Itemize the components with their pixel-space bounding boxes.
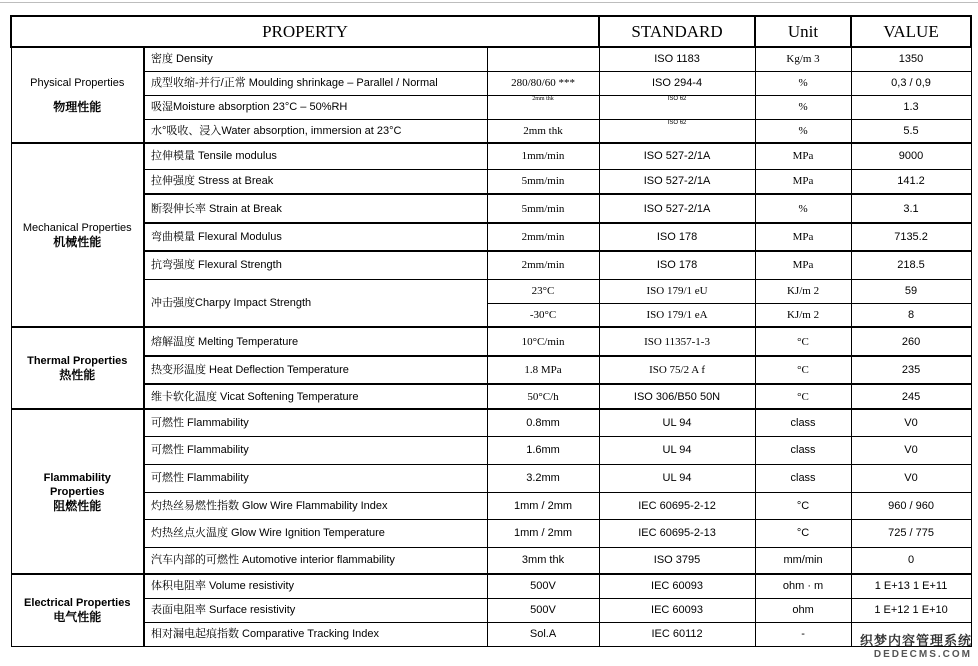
test-standard: ISO 3795	[599, 547, 755, 574]
table-row	[11, 356, 971, 384]
watermark	[860, 630, 972, 660]
section-flammability	[11, 409, 144, 574]
table-row	[11, 169, 971, 194]
table-row	[11, 622, 971, 646]
test-standard: ISO 62	[599, 119, 755, 143]
property-name: 维卡软化温度 Vicat Softening Temperature	[144, 384, 487, 409]
property-name: 拉伸模量 Tensile modulus	[144, 143, 487, 169]
test-standard: ISO 178	[599, 223, 755, 251]
value: V0	[851, 436, 971, 464]
section-flammability-cn: 阻燃性能	[53, 498, 102, 513]
value: V0	[851, 409, 971, 436]
test-standard: ISO 527-2/1A	[599, 194, 755, 223]
test-standard: ISO 306/B50 50N	[599, 384, 755, 409]
test-standard: ISO 527-2/1A	[599, 169, 755, 194]
test-standard: ISO 75/2 A f	[599, 356, 755, 384]
test-condition: 1mm/min	[487, 143, 599, 169]
table-row	[11, 279, 971, 303]
test-condition: 0.8mm	[487, 409, 599, 436]
test-condition: 500V	[487, 574, 599, 598]
unit: %	[755, 95, 851, 119]
property-name: 热变形温度 Heat Deflection Temperature	[144, 356, 487, 384]
value: 235	[851, 356, 971, 384]
unit: %	[755, 194, 851, 223]
value: 960 / 960	[851, 492, 971, 519]
section-flammability-en: Flammability Properties	[43, 471, 111, 498]
test-condition: 1.6mm	[487, 436, 599, 464]
header-standard: STANDARD	[599, 16, 755, 47]
window-top-border	[0, 2, 978, 3]
property-name: 抗弯强度 Flexural Strength	[144, 251, 487, 279]
test-standard: IEC 60093	[599, 574, 755, 598]
test-condition: 1mm / 2mm	[487, 492, 599, 519]
unit: mm/min	[755, 547, 851, 574]
test-standard: ISO 62	[599, 95, 755, 119]
test-standard: ISO 294-4	[599, 71, 755, 95]
table-row	[11, 464, 971, 492]
section-thermal-en: Thermal Properties	[27, 355, 128, 367]
value: 0,3 / 0,9	[851, 71, 971, 95]
table-row	[11, 251, 971, 279]
table-row	[11, 519, 971, 547]
property-name: 灼热丝点火温度 Glow Wire Ignition Temperature	[144, 519, 487, 547]
table-row	[11, 47, 971, 71]
header-value: VALUE	[851, 16, 971, 47]
value: V0	[851, 464, 971, 492]
value: 8	[851, 303, 971, 327]
test-condition: 23°C	[487, 279, 599, 303]
header-row	[11, 16, 971, 47]
section-mechanical-en: Mechanical Properties	[22, 222, 132, 234]
table-row	[11, 547, 971, 574]
table-row	[11, 71, 971, 95]
test-condition: 280/80/60 ***	[487, 71, 599, 95]
section-mechanical	[11, 143, 144, 327]
test-condition: 50°C/h	[487, 384, 599, 409]
test-condition: 5mm/min	[487, 194, 599, 223]
test-standard: ISO 11357-1-3	[599, 327, 755, 356]
unit: class	[755, 409, 851, 436]
test-condition: 1.8 MPa	[487, 356, 599, 384]
unit: %	[755, 119, 851, 143]
section-thermal-cn: 热性能	[59, 368, 96, 382]
property-name: 断裂伸长率 Strain at Break	[144, 194, 487, 223]
test-condition: 2mm/min	[487, 251, 599, 279]
test-standard: ISO 527-2/1A	[599, 143, 755, 169]
property-name: 汽车内部的可燃性 Automotive interior flammability	[144, 547, 487, 574]
table-row	[11, 143, 971, 169]
test-standard: UL 94	[599, 409, 755, 436]
property-name: 表面电阻率 Surface resistivity	[144, 598, 487, 622]
value: 1350	[851, 47, 971, 71]
unit: °C	[755, 519, 851, 547]
value: 245	[851, 384, 971, 409]
value: 59	[851, 279, 971, 303]
property-name: 成型收缩-并行/正常 Moulding shrinkage – Parallel / Normal	[144, 71, 487, 95]
test-standard: UL 94	[599, 436, 755, 464]
test-condition: 1mm / 2mm	[487, 519, 599, 547]
property-name: 水°吸收、浸入Water absorption, immersion at 23°C	[144, 119, 487, 143]
section-physical-en: Physical Properties	[30, 77, 125, 89]
table-row	[11, 598, 971, 622]
property-name: 灼热丝易燃性指数 Glow Wire Flammability Index	[144, 492, 487, 519]
section-physical-cn: 物理性能	[53, 100, 102, 114]
unit: KJ/m 2	[755, 303, 851, 327]
unit: MPa	[755, 143, 851, 169]
section-mechanical-cn: 机械性能	[53, 235, 102, 249]
property-name: 体积电阻率 Volume resistivity	[144, 574, 487, 598]
test-standard: IEC 60695-2-13	[599, 519, 755, 547]
table-row	[11, 409, 971, 436]
unit: class	[755, 464, 851, 492]
material-properties-table	[10, 15, 972, 647]
table-row	[11, 95, 971, 119]
unit: ohm · m	[755, 574, 851, 598]
property-name: 拉伸强度 Stress at Break	[144, 169, 487, 194]
section-thermal	[11, 327, 144, 409]
value: 5.5	[851, 119, 971, 143]
unit: MPa	[755, 169, 851, 194]
table-row	[11, 194, 971, 223]
test-standard: ISO 178	[599, 251, 755, 279]
table-row	[11, 119, 971, 143]
unit: Kg/m 3	[755, 47, 851, 71]
section-physical	[11, 47, 144, 143]
unit: MPa	[755, 251, 851, 279]
unit: °C	[755, 384, 851, 409]
property-name: 吸湿Moisture absorption 23°C – 50%RH	[144, 95, 487, 119]
section-electrical-en: Electrical Properties	[24, 597, 131, 610]
unit: MPa	[755, 223, 851, 251]
property-name: 可燃性 Flammability	[144, 409, 487, 436]
value: 1 E+13 1 E+11	[851, 574, 971, 598]
value: 1.3	[851, 95, 971, 119]
test-condition: 2mm thk	[487, 119, 599, 143]
test-condition: 3.2mm	[487, 464, 599, 492]
test-condition: 2mm thk	[487, 95, 599, 119]
test-condition: -30°C	[487, 303, 599, 327]
value: 1 E+12 1 E+10	[851, 598, 971, 622]
property-name: 熔解温度 Melting Temperature	[144, 327, 487, 356]
header-property: PROPERTY	[11, 16, 599, 47]
table-row	[11, 223, 971, 251]
test-condition: Sol.A	[487, 622, 599, 646]
value: 3.1	[851, 194, 971, 223]
value: 7135.2	[851, 223, 971, 251]
property-name: 可燃性 Flammability	[144, 464, 487, 492]
property-name: 冲击强度Charpy Impact Strength	[144, 279, 487, 327]
test-standard: IEC 60093	[599, 598, 755, 622]
unit: class	[755, 436, 851, 464]
table-row	[11, 574, 971, 598]
value: 725 / 775	[851, 519, 971, 547]
test-condition: 10°C/min	[487, 327, 599, 356]
test-condition: 3mm thk	[487, 547, 599, 574]
unit: -	[755, 622, 851, 646]
test-standard: IEC 60112	[599, 622, 755, 646]
value: 260	[851, 327, 971, 356]
unit: KJ/m 2	[755, 279, 851, 303]
test-condition: 500V	[487, 598, 599, 622]
test-condition: 5mm/min	[487, 169, 599, 194]
section-electrical-cn: 电气性能	[53, 610, 102, 625]
unit: °C	[755, 356, 851, 384]
value: 218.5	[851, 251, 971, 279]
unit: ohm	[755, 598, 851, 622]
table-row	[11, 492, 971, 519]
property-name: 密度 Density	[144, 47, 487, 71]
unit: °C	[755, 327, 851, 356]
unit: °C	[755, 492, 851, 519]
test-condition: 2mm/min	[487, 223, 599, 251]
value: 141.2	[851, 169, 971, 194]
watermark-en: DEDECMS.COM	[873, 649, 972, 660]
property-name: 可燃性 Flammability	[144, 436, 487, 464]
property-name: 相对漏电起痕指数 Comparative Tracking Index	[144, 622, 487, 646]
property-name: 弯曲模量 Flexural Modulus	[144, 223, 487, 251]
unit: %	[755, 71, 851, 95]
value: 0	[851, 547, 971, 574]
test-standard: IEC 60695-2-12	[599, 492, 755, 519]
section-electrical	[11, 574, 144, 646]
header-unit: Unit	[755, 16, 851, 47]
watermark-cn: 织梦内容管理系统	[859, 633, 972, 648]
value: 9000	[851, 143, 971, 169]
test-standard: ISO 1183	[599, 47, 755, 71]
table-row	[11, 384, 971, 409]
test-standard: UL 94	[599, 464, 755, 492]
table-row	[11, 436, 971, 464]
test-standard: ISO 179/1 eA	[599, 303, 755, 327]
table-row	[11, 327, 971, 356]
test-condition	[487, 47, 599, 71]
test-standard: ISO 179/1 eU	[599, 279, 755, 303]
